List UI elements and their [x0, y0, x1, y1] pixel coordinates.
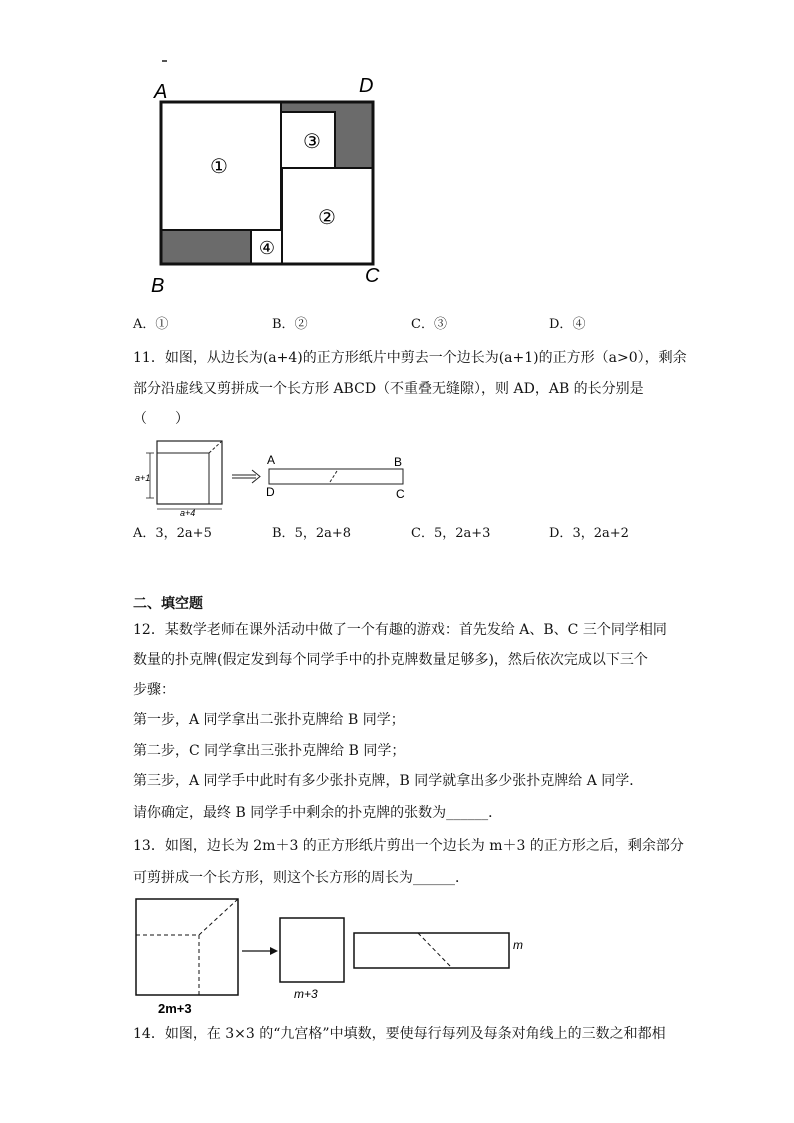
- big-square: [157, 441, 222, 504]
- option-letter: D．: [549, 526, 573, 541]
- q13-line-1: 13．如图，边长为 2m＋3 的正方形纸片剪出一个边长为 m＋3 的正方形之后，剩余部分: [133, 838, 684, 854]
- q10-option-c: [411, 315, 447, 335]
- big-square-label: 2m+3: [158, 1001, 192, 1016]
- option-letter: B．: [272, 317, 295, 332]
- q11-line-3: （ ）: [133, 411, 189, 427]
- q13-figure: [130, 895, 530, 1017]
- vertex-label-d: D: [266, 485, 275, 499]
- q11-option-d: [549, 524, 629, 544]
- vertex-label-c: C: [365, 265, 380, 287]
- shaded-region-bottom-left: [161, 230, 251, 264]
- vertex-label-c: C: [396, 487, 405, 501]
- option-letter: A．: [133, 317, 156, 332]
- option-value: 5，2a+8: [294, 526, 352, 541]
- region-label-2: ②: [318, 207, 336, 229]
- option-value: 5，2a+3: [433, 526, 491, 541]
- q10-option-a: [133, 315, 168, 335]
- q12-step-3: 第三步，A 同学手中此时有多少张扑克牌，B 同学就拿出多少张扑克牌给 A 同学．: [133, 773, 644, 789]
- option-letter: A．: [133, 526, 156, 541]
- option-value: ①: [155, 317, 169, 332]
- vertex-label-b: B: [151, 275, 165, 297]
- side-label: a+1: [135, 473, 151, 483]
- option-letter: C．: [411, 317, 434, 332]
- q13-line-2: 可剪拼成一个长方形，则这个长方形的周长为______．: [133, 870, 469, 886]
- vertex-label-d: D: [359, 75, 374, 97]
- region-label-1: ①: [210, 156, 228, 178]
- section-title-fill-in: 二、填空题: [133, 596, 203, 612]
- rectangle-side-label: m: [513, 938, 523, 952]
- q10-option-d: [549, 315, 585, 335]
- rect-abcd: [269, 469, 403, 484]
- option-letter: B．: [272, 526, 295, 541]
- option-value: 3，2a+2: [572, 526, 629, 541]
- option-letter: D．: [549, 317, 573, 332]
- q11-option-b: [272, 524, 351, 544]
- q11-option-c: [411, 524, 490, 544]
- q12-line-1: 12．某数学老师在课外活动中做了一个有趣的游戏：首先发给 A、B、C 三个同学相同: [133, 622, 667, 638]
- q11-figure: [132, 438, 422, 518]
- q12-question: 请你确定，最终 B 同学手中剩余的扑克牌的张数为______．: [133, 805, 503, 821]
- q11-line-1: 11．如图，从边长为(a+4)的正方形纸片中剪去一个边长为(a+1)的正方形（a>0），剩余: [133, 350, 687, 366]
- q12-step-1: 第一步，A 同学拿出二张扑克牌给 B 同学；: [133, 712, 405, 728]
- bottom-label: a+4: [180, 508, 196, 518]
- vertex-label-b: B: [394, 455, 403, 469]
- q12-line-2: 数量的扑克牌(假定发到每个同学手中的扑克牌数量足够多)，然后依次完成以下三个: [133, 652, 648, 668]
- q11-option-a: [133, 524, 212, 544]
- q12-step-2: 第二步，C 同学拿出三张扑克牌给 B 同学；: [133, 743, 406, 759]
- vertex-label-a: A: [154, 81, 168, 103]
- vertex-label-a: A: [267, 453, 276, 467]
- small-square: [280, 918, 344, 982]
- long-rectangle: [354, 933, 509, 968]
- q10-option-b: [272, 315, 308, 335]
- small-square-label: m+3: [294, 987, 318, 1001]
- option-value: ②: [294, 317, 308, 332]
- q14-line-1: 14．如图，在 3×3 的“九宫格”中填数，要使每行每列及每条对角线上的三数之和都相: [133, 1026, 666, 1042]
- region-label-4: ④: [258, 238, 276, 258]
- q12-line-3: 步骤：: [133, 682, 175, 698]
- option-value: 3，2a+5: [155, 526, 212, 541]
- region-label-3: ③: [303, 131, 321, 153]
- option-value: ④: [572, 317, 586, 332]
- option-letter: C．: [411, 526, 434, 541]
- big-square: [136, 899, 238, 995]
- q10-figure: [140, 60, 400, 305]
- option-value: ③: [433, 317, 447, 332]
- inner-square: [157, 453, 209, 504]
- q11-line-2: 部分沿虚线又剪拼成一个长方形 ABCD（不重叠无缝隙），则 AD，AB 的长分别是: [133, 381, 644, 397]
